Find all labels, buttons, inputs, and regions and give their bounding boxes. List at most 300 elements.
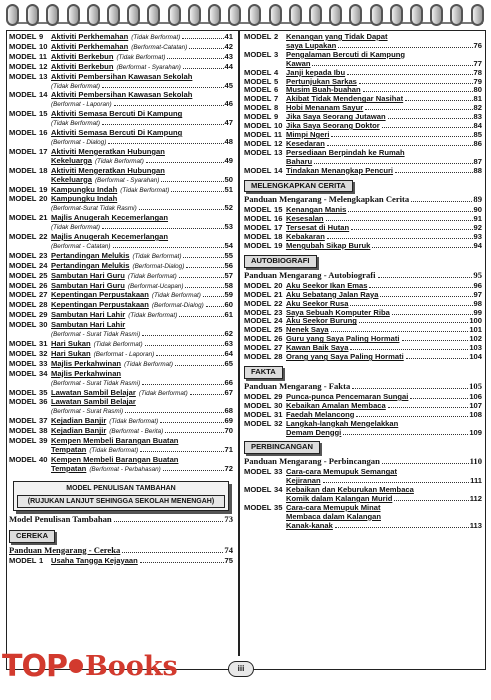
toc-entry[interactable]	[244, 420, 482, 438]
entry-title: Kempen Membeli Barangan Buatan	[51, 454, 179, 464]
entry-line	[286, 51, 482, 60]
entry-model-label: MODEL	[244, 316, 272, 326]
entry-model-label: MODEL	[9, 320, 37, 330]
leader-dots	[165, 432, 223, 433]
entry-model-label: MODEL	[9, 310, 37, 320]
toc-entry[interactable]	[9, 321, 233, 340]
toc-entry[interactable]	[9, 456, 233, 475]
binding-ring-icon	[248, 4, 261, 26]
toc-entry[interactable]	[9, 129, 233, 148]
entry-page-number: 84	[473, 121, 482, 131]
cereka-guide[interactable]	[9, 546, 233, 555]
entry-title: Aktiviti Semasa Bercuti Di Kampung	[51, 128, 183, 138]
toc-entry[interactable]	[9, 167, 233, 186]
entry-format-note: (Tidak Berformat)	[109, 418, 159, 426]
entry-format-note: (Berformat - Syarahan)	[116, 63, 181, 71]
section-tab-melengkapkan[interactable]: MELENGKAPKAN CERITA	[244, 180, 353, 193]
entry-title: Tersesat di Hutan	[286, 223, 350, 233]
entry-model-label: MODEL	[244, 334, 272, 344]
entry-line	[51, 91, 233, 100]
entry-page-number: 107	[469, 400, 482, 410]
entry-format-note: (Tidak Berformat)	[131, 34, 181, 41]
entry-model-label: MODEL	[244, 400, 272, 410]
toc-entry[interactable]	[9, 195, 233, 214]
entry-page-number: 92	[473, 223, 482, 233]
entry-model-label: MODEL	[244, 298, 272, 308]
entry-page-number: 90	[473, 205, 482, 215]
entry-format-note: (Tidak Berformat)	[51, 82, 100, 90]
leader-dots	[382, 463, 469, 464]
entry-title: Aktiviti Mengeratkan Hubungan	[51, 146, 165, 156]
leader-dots	[335, 527, 469, 528]
entry-model-label: MODEL	[244, 49, 272, 59]
entry-page-number: 46	[224, 99, 233, 109]
entry-model-label: MODEL	[244, 205, 272, 215]
entry-page-number: 48	[224, 136, 233, 146]
binding-ring-icon	[349, 4, 362, 26]
entry-title: Kawan Baik Saya	[286, 343, 349, 353]
entry-line	[51, 321, 233, 330]
entry-model-label: MODEL	[9, 454, 37, 464]
entry-number: 34	[274, 485, 283, 495]
cereka-entry-list	[9, 557, 233, 566]
entry-title: Aktiviti Perkhemahan	[51, 32, 129, 41]
entry-model-label: MODEL	[244, 241, 272, 251]
leader-dots	[171, 191, 223, 192]
binding-ring-icon	[329, 4, 342, 26]
leader-dots	[142, 335, 223, 336]
entry-page-number: 108	[469, 409, 482, 419]
entry-page-number: 103	[469, 343, 482, 353]
entry-model-label: MODEL	[244, 280, 272, 290]
entry-format-note: (Berformat-Catatan)	[131, 43, 188, 51]
leader-dots	[380, 296, 472, 297]
entry-model-label: MODEL	[244, 147, 272, 157]
melengkapkan-guide[interactable]	[244, 195, 482, 204]
toc-entry[interactable]	[9, 91, 233, 110]
leader-dots	[388, 407, 469, 408]
entry-page-number: 76	[473, 40, 482, 50]
entry-title: saya Lupakan	[286, 40, 337, 50]
entry-line	[286, 522, 482, 531]
leader-dots	[392, 314, 473, 315]
leader-dots	[182, 38, 223, 39]
entry-model-label: MODEL	[244, 165, 272, 175]
entry-number: 6	[274, 85, 279, 95]
entry-page-number: 79	[473, 76, 482, 86]
toc-entry[interactable]	[9, 110, 233, 129]
leader-dots	[139, 209, 224, 210]
entry-model-label: MODEL	[9, 232, 37, 242]
entry-line	[51, 73, 233, 82]
entry-page-number: 63	[224, 339, 233, 348]
entry-title: Lawatan Sambil Belajar	[51, 397, 136, 407]
entry-body	[51, 195, 233, 214]
entry-format-note: (Berformat - Perbahasan)	[89, 465, 161, 473]
entry-title: Kekeluarga	[51, 155, 92, 165]
autobiografi-guide-label: Panduan Mengarang - Autobiografi	[244, 269, 376, 280]
entry-number: 12	[274, 138, 283, 148]
entry-format-note: (Berformat - Laporan)	[93, 350, 155, 358]
entry-title: Langkah-langkah Mengelakkan	[286, 418, 399, 428]
leader-dots	[145, 345, 224, 346]
entry-number: 27	[274, 343, 283, 353]
entry-title: Kampungku Indah	[51, 194, 118, 204]
entry-title: Aktiviti Pembersihan Kawasan Sekolah	[51, 90, 193, 100]
toc-entry[interactable]	[244, 33, 482, 51]
toc-entry[interactable]	[244, 51, 482, 69]
entry-format-note: (Tidak Berformat)	[127, 272, 177, 280]
entry-number: 12	[39, 61, 48, 71]
leader-dots	[179, 277, 224, 278]
entry-model-label: MODEL	[244, 76, 272, 86]
entry-number: 3	[274, 49, 279, 59]
entry-title: Lawatan Sambil Belajar	[51, 387, 136, 397]
entry-number: 18	[274, 232, 283, 242]
leader-dots	[327, 145, 473, 146]
entry-title: Kesesalan	[286, 214, 324, 224]
entry-model-label: MODEL	[9, 416, 37, 426]
entry-model-label: MODEL	[9, 436, 37, 446]
entry-model-label: MODEL	[9, 397, 37, 407]
entry-number: 35	[39, 387, 48, 397]
entry-title: Kanak-kanak	[286, 520, 333, 530]
entry-format-note: (Berformat-Ucapan)	[127, 282, 184, 290]
entry-page-number: 69	[224, 416, 233, 426]
entry-body	[51, 321, 233, 340]
entry-number: 9	[274, 112, 279, 122]
leader-dots	[326, 220, 473, 221]
entry-model-label: MODEL	[9, 41, 37, 51]
entry-line	[286, 429, 482, 438]
binding-ring-icon	[67, 4, 80, 26]
entry-page-number: 101	[469, 325, 482, 335]
entry-number: 10	[39, 41, 48, 51]
entry-title: Sambutan Hari Lahir	[51, 310, 126, 320]
entry-page-number: 64	[224, 348, 233, 358]
entry-model-label: MODEL	[9, 348, 37, 358]
entry-model-label: MODEL	[9, 426, 37, 436]
entry-title: Usaha Tangga Kejayaan	[51, 555, 138, 565]
leader-dots	[186, 267, 223, 268]
entry-number: 14	[274, 165, 283, 175]
perbincangan-guide-label: Panduan Mengarang - Perbincangan	[244, 456, 380, 467]
entry-format-note: (Tidak Berformat)	[89, 446, 139, 454]
section-tab-cereka[interactable]: CEREKA	[9, 530, 55, 543]
fakta-guide-label: Panduan Mengarang - Fakta	[244, 380, 351, 391]
toc-entry[interactable]	[244, 486, 482, 504]
binding-ring-icon	[370, 4, 383, 26]
entry-format-note: (Berformat - Surat Rasmi)	[51, 408, 124, 416]
toc-entry[interactable]	[244, 468, 482, 486]
entry-title: Guru yang Saya Paling Hormati	[286, 334, 400, 344]
fakta-guide[interactable]	[244, 382, 482, 391]
entry-model-label: MODEL	[9, 71, 37, 81]
entry-model-label: MODEL	[9, 146, 37, 156]
cereka-guide-label: Panduan Mengarang - Cereka	[9, 544, 121, 555]
entry-model-label: MODEL	[244, 138, 272, 148]
entry-number: 16	[39, 128, 48, 138]
entry-model-label: MODEL	[244, 418, 272, 428]
leader-dots	[114, 105, 224, 106]
binding-ring-icon	[107, 4, 120, 26]
leader-dots	[183, 68, 224, 69]
entry-body	[51, 148, 233, 167]
perbincangan-guide[interactable]	[244, 457, 482, 466]
entry-page-number: 75	[224, 555, 233, 565]
entry-body	[51, 398, 233, 417]
entry-number: 26	[39, 280, 48, 290]
entry-line	[51, 195, 233, 204]
entry-format-note: (Berformat-Surat Tidak Rasmi)	[51, 205, 137, 213]
entry-title: Aku Sebatang Jalan Raya	[286, 289, 379, 299]
entry-page-number: 104	[469, 352, 482, 362]
leader-dots	[343, 434, 468, 435]
entry-number: 28	[274, 352, 283, 362]
leader-dots	[183, 257, 223, 258]
leader-dots	[382, 127, 473, 128]
binding-ring-icon	[410, 4, 423, 26]
entry-number: 22	[274, 298, 283, 308]
entry-page-number: 77	[473, 58, 482, 68]
entry-body	[286, 51, 482, 69]
binding-ring-icon	[87, 4, 100, 26]
toc-entry[interactable]	[9, 437, 233, 456]
leader-dots	[140, 451, 223, 452]
entry-title: Kenangan yang Tidak Dapat	[286, 32, 388, 41]
entry-body	[286, 33, 482, 51]
entry-title: Membaca dalam Kalangan	[286, 511, 381, 521]
entry-title: Kebaikan dan Keburukan Membaca	[286, 485, 414, 495]
toc-entry[interactable]	[9, 233, 233, 252]
entry-page-number: 62	[224, 329, 233, 339]
entry-number: 11	[274, 129, 283, 139]
toc-entry[interactable]	[244, 504, 482, 531]
entry-line	[51, 110, 233, 119]
toc-entry[interactable]	[9, 370, 233, 389]
entry-format-note: (Tidak Berformat)	[151, 292, 201, 300]
entry-format-note: (Tidak Berformat)	[138, 389, 188, 397]
entry-format-note: (Tidak Berformat)	[128, 312, 178, 320]
entry-model-label: MODEL	[9, 51, 37, 61]
entry-number: 11	[39, 51, 48, 61]
leader-dots	[327, 238, 473, 239]
entry-model-label: MODEL	[244, 121, 272, 131]
entry-page-number: 111	[470, 476, 482, 486]
entry-format-note: (Berformat - Laporan)	[51, 101, 112, 109]
entry-body	[51, 437, 233, 456]
entry-format-note: (Tidak Berformat)	[51, 224, 100, 232]
entry-number: 23	[274, 307, 283, 317]
binding-ring-icon	[390, 4, 403, 26]
leader-dots	[175, 365, 224, 366]
binding-ring-icon	[269, 4, 282, 26]
tambahan-guide[interactable]	[9, 515, 233, 524]
entry-number: 32	[274, 418, 283, 428]
entry-body	[286, 353, 482, 362]
entry-model-label: MODEL	[244, 352, 272, 362]
entry-title: Pertandingan Melukis	[51, 260, 130, 270]
section-tab-fakta[interactable]: FAKTA	[244, 366, 283, 379]
toc-entry[interactable]	[244, 167, 482, 176]
leader-dots	[125, 412, 223, 413]
perbincangan-entry-list	[244, 468, 482, 530]
entry-model-label: MODEL	[244, 214, 272, 224]
entry-body	[286, 504, 482, 531]
entry-body	[51, 456, 233, 475]
toc-entry[interactable]	[9, 398, 233, 417]
entry-page-number: 71	[224, 444, 233, 454]
cereka-guide-page: 74	[224, 544, 233, 555]
entry-title: Kepentingan Perpustakaan	[51, 290, 149, 300]
entry-number: 8	[274, 103, 279, 113]
entry-number: 29	[39, 310, 48, 320]
entry-title: Kenangan Manis	[286, 205, 347, 215]
entry-title: Kebaikan Amalan Membaca	[286, 400, 386, 410]
entry-page-number: 94	[473, 241, 482, 251]
entry-number: 31	[39, 339, 48, 348]
toc-entry[interactable]	[244, 95, 482, 104]
entry-page-number: 91	[473, 214, 482, 224]
entry-model-label: MODEL	[9, 300, 37, 310]
entry-number: 33	[274, 467, 283, 477]
leader-dots	[395, 172, 473, 173]
entry-page-number: 100	[469, 316, 482, 326]
entry-line	[286, 353, 482, 362]
toc-entry[interactable]	[9, 148, 233, 167]
logo-books-text: Books	[84, 650, 178, 682]
tambahan-subtitle: (RUJUKAN LANJUT SEHINGGA SEKOLAH MENENGAH)	[17, 495, 225, 508]
entry-model-label: MODEL	[9, 32, 37, 41]
entry-title: Cara-cara Memupuk Minat	[286, 502, 381, 512]
entry-number: 29	[274, 391, 283, 401]
toc-entry[interactable]	[244, 69, 482, 78]
entry-title: Nenek Saya	[286, 325, 329, 335]
leader-dots	[359, 322, 468, 323]
entry-format-note: (Berformat-Dialog)	[132, 262, 185, 270]
entry-title: Saya Sebuah Komputer Riba	[286, 307, 390, 317]
entry-title: Persediaan Berpindah ke Rumah	[286, 147, 405, 157]
binding-ring-icon	[6, 4, 19, 26]
leader-dots	[350, 349, 468, 350]
autobiografi-guide[interactable]	[244, 271, 482, 280]
entry-page-number: 70	[224, 426, 233, 436]
entry-number: 24	[39, 260, 48, 270]
entry-title: Baharu	[286, 156, 313, 166]
entry-body	[51, 557, 233, 566]
entry-title: Kebakaran	[286, 232, 325, 242]
entry-title: Sambutan Hari Guru	[51, 270, 125, 280]
tambahan-guide-label: Model Penulisan Tambahan	[9, 513, 112, 524]
entry-model-label: MODEL	[244, 129, 272, 139]
entry-format-note: (Tidak Berformat)	[116, 53, 166, 61]
leader-dots	[142, 384, 223, 385]
entry-title: Orang yang Saya Paling Hormati	[286, 352, 404, 362]
entry-page-number: 81	[473, 94, 482, 104]
entry-title: Akibat Tidak Mendengar Nasihat	[286, 94, 404, 104]
toc-entry[interactable]	[244, 78, 482, 87]
entry-line	[51, 129, 233, 138]
leader-dots	[363, 91, 473, 92]
entry-title: Pertunjukan Sarkas	[286, 76, 357, 86]
entry-model-label: MODEL	[9, 165, 37, 175]
leader-dots	[312, 65, 472, 66]
entry-number: 22	[39, 232, 48, 242]
leader-dots	[394, 500, 468, 501]
entry-title: Kesedaran	[286, 138, 325, 148]
entry-number: 1	[39, 555, 44, 565]
toc-entry[interactable]	[244, 149, 482, 167]
leader-dots	[348, 211, 472, 212]
entry-title: Aktiviti Semasa Bercuti Di Kampung	[51, 109, 183, 119]
leader-dots	[102, 124, 224, 125]
entry-page-number: 66	[224, 377, 233, 387]
entry-number: 34	[39, 368, 48, 378]
left-entry-list	[9, 33, 233, 475]
entry-page-number: 87	[473, 156, 482, 166]
leader-dots	[140, 562, 224, 563]
entry-model-label: MODEL	[9, 387, 37, 397]
entry-number: 36	[39, 397, 48, 407]
entry-title: Pertandingan Melukis	[51, 250, 130, 260]
toc-entry[interactable]	[9, 214, 233, 233]
leader-dots	[102, 87, 224, 88]
entry-number: 39	[39, 436, 48, 446]
tambahan-banner	[13, 481, 229, 511]
entry-page-number: 51	[224, 184, 233, 194]
entry-page-number: 98	[473, 298, 482, 308]
entry-number: 23	[39, 250, 48, 260]
entry-format-note: (Berformat - Surat Tidak Rasmi)	[51, 379, 141, 387]
leader-dots	[331, 331, 469, 332]
entry-page-number: 96	[473, 280, 482, 290]
topbooks-watermark	[2, 646, 178, 686]
entry-page-number: 52	[224, 203, 233, 213]
entry-model-label: MODEL	[9, 90, 37, 100]
entry-page-number: 45	[224, 80, 233, 90]
toc-entry[interactable]	[244, 242, 482, 251]
entry-number: 21	[274, 289, 283, 299]
binding-ring-icon	[46, 4, 59, 26]
tambahan-guide-page: 73	[224, 513, 233, 524]
entry-model-label: MODEL	[244, 94, 272, 104]
section-tab-perbincangan[interactable]: PERBINCANGAN	[244, 441, 320, 454]
entry-model-label: MODEL	[9, 184, 37, 194]
entry-page-number: 68	[224, 406, 233, 416]
toc-entry[interactable]	[244, 353, 482, 362]
entry-number: 32	[39, 348, 48, 358]
toc-entry[interactable]	[9, 73, 233, 92]
entry-page-number: 43	[224, 51, 233, 61]
entry-model-label: MODEL	[9, 194, 37, 204]
binding-ring-icon	[127, 4, 140, 26]
section-tab-autobiografi[interactable]: AUTOBIOGRAFI	[244, 255, 317, 268]
leader-dots	[206, 306, 224, 307]
entry-body	[286, 167, 482, 176]
entry-model-label: MODEL	[9, 339, 37, 348]
entry-number: 15	[39, 109, 48, 119]
entry-number: 33	[39, 358, 48, 368]
leader-dots	[402, 340, 469, 341]
toc-entry[interactable]	[9, 557, 233, 566]
entry-page-number: 82	[473, 103, 482, 113]
entry-title: Tempatan	[51, 444, 87, 454]
leader-dots	[347, 74, 472, 75]
entry-format-note: (Tidak Berformat)	[94, 157, 144, 165]
entry-page-number: 99	[473, 307, 482, 317]
entry-number: 20	[274, 280, 283, 290]
leader-dots	[331, 136, 472, 137]
